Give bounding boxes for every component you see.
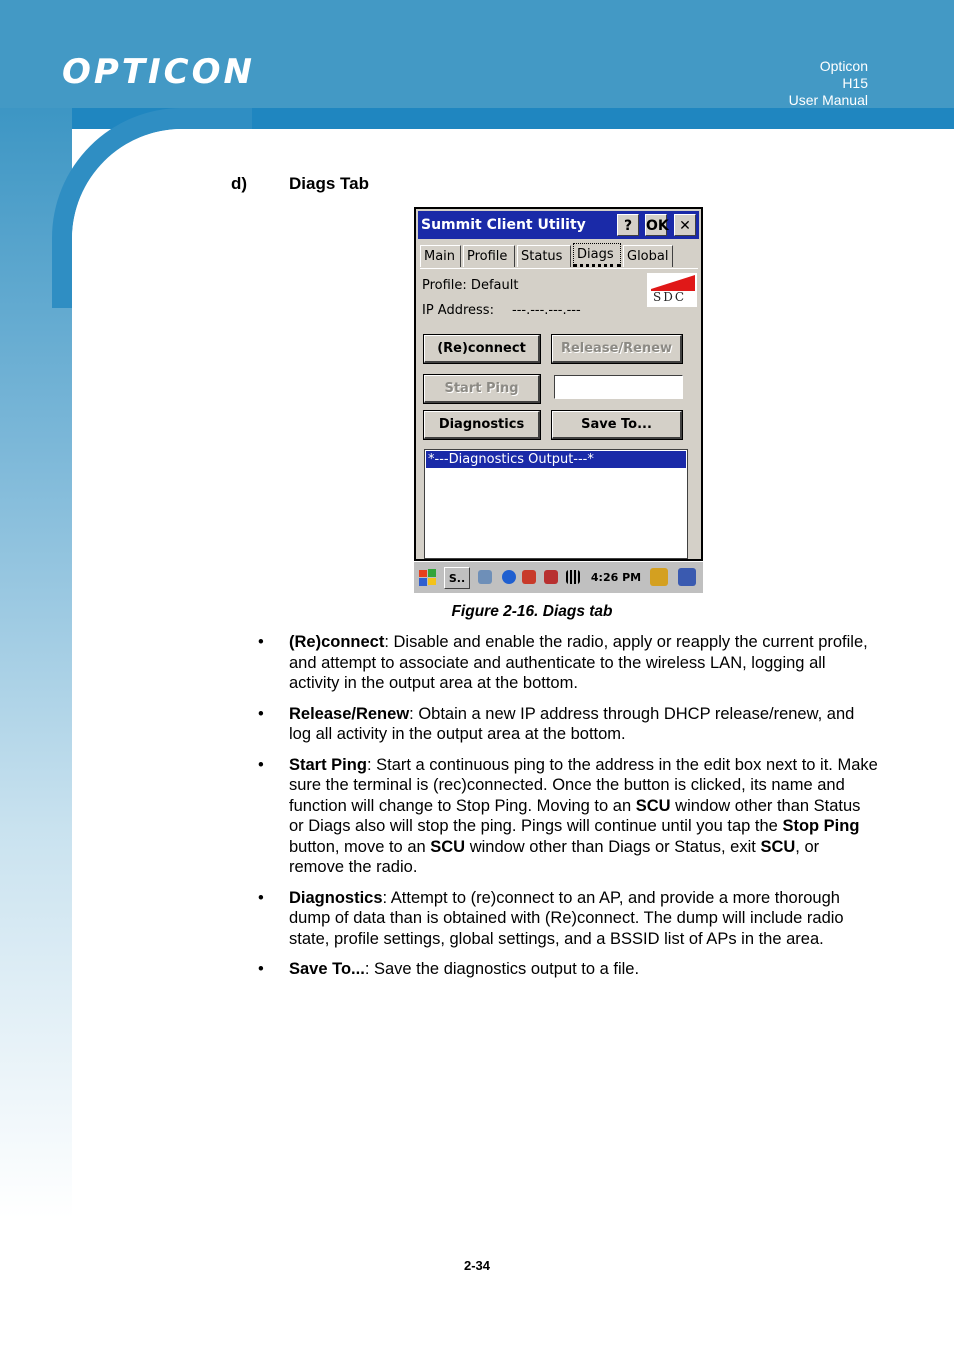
input-panel-icon[interactable] [650, 568, 668, 586]
ok-button[interactable]: OK [645, 214, 667, 236]
bullet-term: Release/Renew [289, 704, 410, 723]
bullet-item [258, 755, 878, 878]
page-number: 2-34 [463, 1258, 491, 1273]
sdc-logo-wedge [651, 275, 695, 289]
ip-address-value: ---.---.---.--- [512, 303, 581, 318]
battery-warning-icon[interactable] [522, 570, 536, 584]
scu-window [414, 207, 703, 561]
bullet-text: window other than Diags or Status, exit [465, 837, 761, 856]
taskbar [414, 561, 703, 593]
figure-caption: Figure 2-16. Diags tab [451, 603, 613, 620]
bullet-text: : Disable and enable the radio, apply or reapply the current profile, and attempt to associate and authenticate to the wireless LAN, logging all activity in the output area at the bottom. [289, 633, 868, 692]
tab-main[interactable]: Main [420, 245, 461, 267]
section-label: d) [231, 174, 248, 193]
bullet-item [258, 959, 878, 980]
diagnostics-button[interactable]: Diagnostics [424, 411, 540, 439]
sdc-logo [647, 273, 697, 307]
bullet-term: SCU [635, 796, 671, 815]
bullet-item [258, 888, 878, 950]
bullet-term: Diagnostics [289, 888, 383, 907]
window-title: Summit Client Utility [421, 217, 586, 233]
start-ping-button[interactable]: Start Ping [424, 375, 540, 403]
bullet-text: button, move to an [289, 837, 431, 856]
wireless-icon[interactable] [544, 570, 558, 584]
bluetooth-icon[interactable] [502, 570, 516, 584]
opticon-logo: OPTICON [62, 52, 255, 92]
bullet-marker: • [258, 633, 264, 651]
save-to-button[interactable]: Save To... [552, 411, 682, 439]
reconnect-button[interactable]: (Re)connect [424, 335, 540, 363]
windows-flag-icon[interactable] [418, 568, 438, 588]
bullet-term: Start Ping [289, 755, 367, 774]
bullet-marker: • [258, 960, 264, 978]
bullet-text: : Obtain a new IP address through DHCP release/renew, and log all activity in the output area at the bottom. [289, 704, 855, 743]
tab-diags[interactable]: Diags [573, 243, 621, 267]
profile-label: Profile: Default [422, 278, 519, 293]
network-icon[interactable] [478, 570, 492, 584]
bullet-term: SCU [760, 837, 796, 856]
bullet-list [258, 632, 878, 990]
bullet-marker: • [258, 755, 264, 774]
release-renew-button[interactable]: Release/Renew [552, 335, 682, 363]
section-title: Diags Tab [289, 174, 369, 193]
tab-profile[interactable]: Profile [463, 245, 515, 267]
bullet-term: SCU [430, 837, 466, 856]
tab-global[interactable]: Global [623, 245, 673, 267]
ip-address-label: IP Address: [422, 303, 494, 318]
header-model: H15 [842, 75, 868, 91]
tab-status[interactable]: Status [517, 245, 571, 267]
bullet-term: Save To... [289, 960, 365, 978]
sdc-logo-text: SDC [653, 290, 687, 304]
bullet-text: , or remove the radio. [289, 837, 820, 876]
bullet-marker: • [258, 888, 264, 907]
taskbar-clock: 4:26 PM [590, 571, 642, 584]
bullet-text: : Start a continuous ping to the address in the edit box next to it. Make sure the terminal is (rec)connected. Once the button is clicked, its name and function will change to Stop Ping. Moving to an [289, 755, 878, 815]
ping-address-input[interactable] [554, 375, 683, 399]
diagnostics-output-list[interactable] [424, 449, 688, 559]
bullet-item [258, 632, 878, 694]
bullet-text: window other than Status or Diags also will stop the ping. Pings will continue until you tap the [289, 796, 861, 835]
bullet-item [258, 704, 878, 745]
window-titlebar [418, 211, 699, 239]
header-info [789, 58, 868, 109]
bullet-text: : Save the diagnostics output to a file. [364, 960, 640, 978]
tab-panel-border [420, 268, 698, 269]
barcode-icon[interactable] [566, 570, 580, 584]
bullet-term: Stop Ping [782, 817, 860, 835]
bullet-text: : Attempt to (re)connect to an AP, and provide a more thorough dump of data than is obtained with (Re)connect. The dump will include radio state, profile settings, global settings, and a BSSID list of APs in the area. [289, 888, 844, 948]
output-line[interactable]: *---Diagnostics Output---* [426, 451, 686, 468]
bullet-marker: • [258, 704, 264, 723]
bullet-term: (Re)connect [289, 633, 385, 651]
desktop-icon[interactable] [678, 568, 696, 586]
header-company: Opticon [819, 58, 868, 74]
taskbar-app-button[interactable]: S.. [444, 567, 470, 589]
close-button[interactable]: ✕ [674, 214, 696, 236]
device-screenshot [414, 207, 703, 593]
header-doc-type: User Manual [788, 92, 868, 108]
help-button[interactable]: ? [617, 214, 639, 236]
